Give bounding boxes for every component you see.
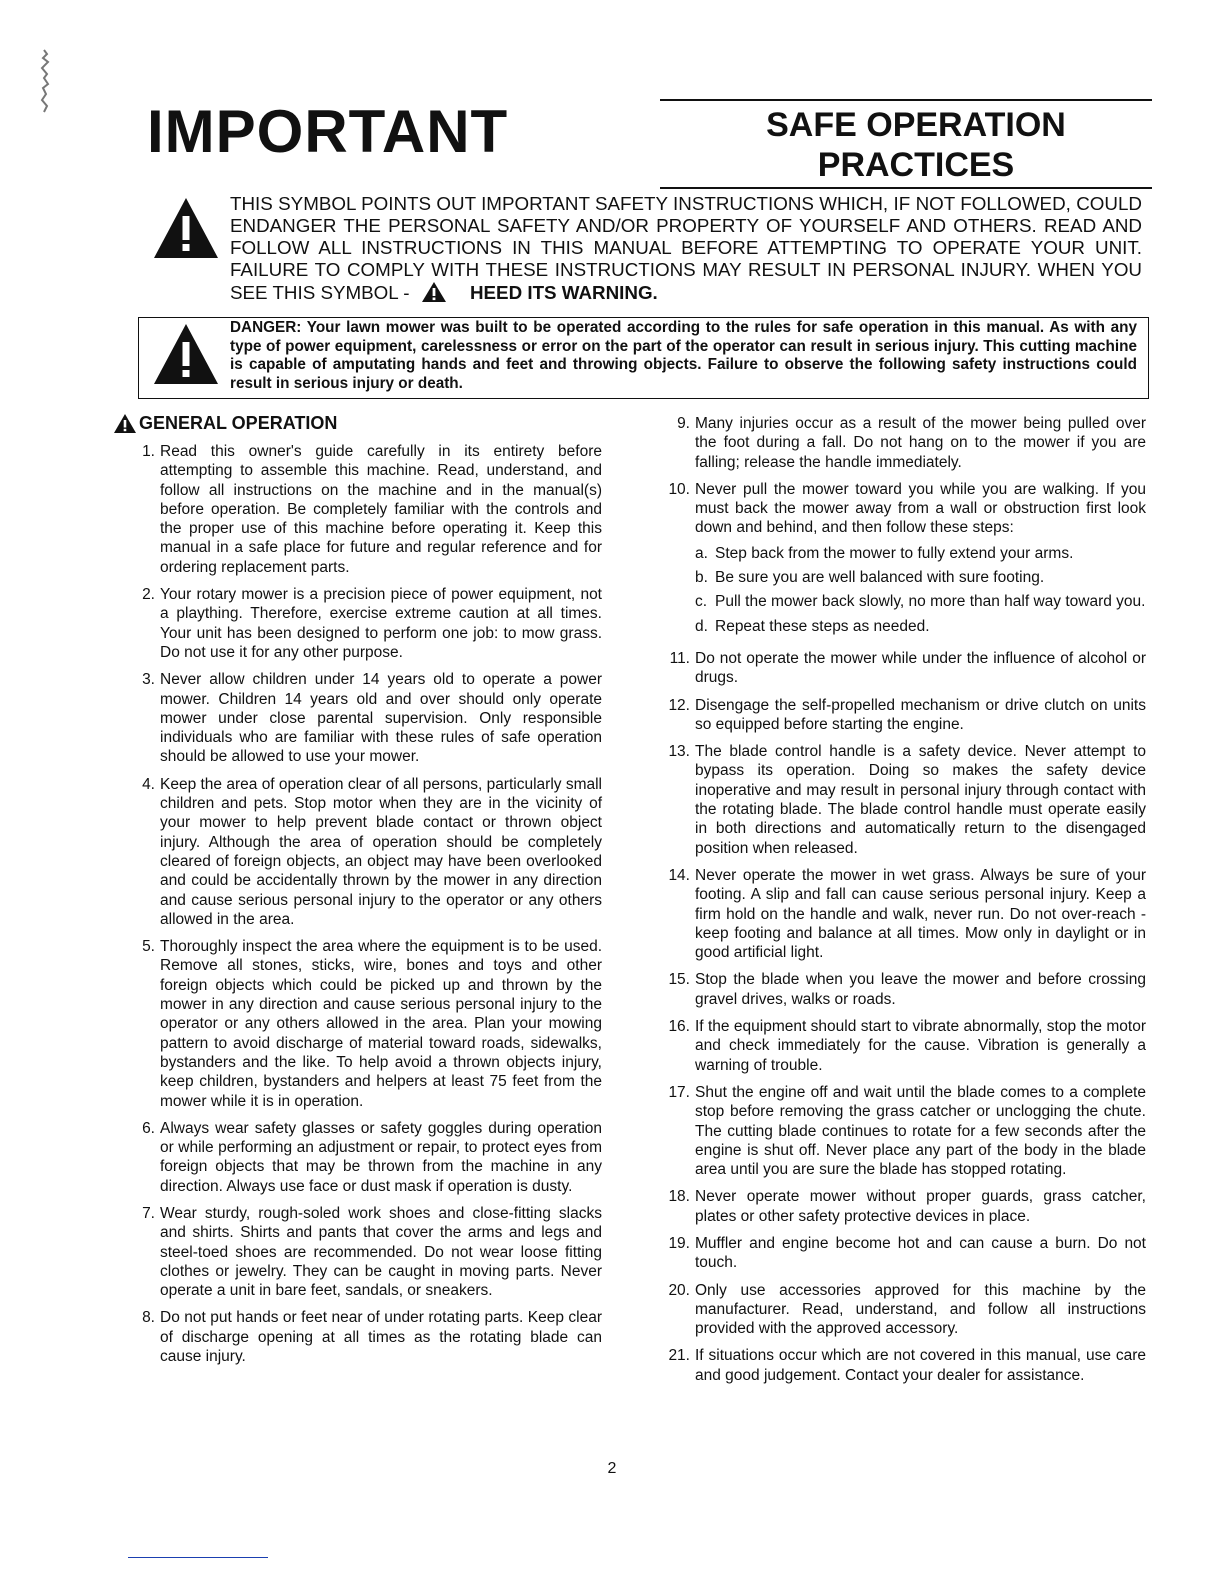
list-item-text: Do not put hands or feet near of under rotating parts. Keep clear of discharge opening at all times as the rotating blade can cause injury. — [160, 1309, 602, 1366]
section-heading — [113, 413, 337, 434]
list-item-text: Muffler and engine become hot and can cause a burn. Do not touch. — [695, 1234, 1146, 1272]
scan-artifact — [36, 48, 54, 118]
sub-list-text: Repeat these steps as needed. — [715, 617, 930, 635]
list-item-text: Thoroughly inspect the area where the equipment is to be used. Remove all stones, sticks, wire, bones and toys and other foreign objects which could be picked up and thrown by the mower in any direction and cause serious personal injury to the operator or any others allowed in the area. Plan your mowing pattern to avoid discharge of material toward roads, sidewalks, bystanders and the like. To help avoid a thrown objects injury, keep children, bystanders and helpers at least 75 feet from the mower while it is in operation. — [160, 938, 602, 1110]
right-column — [662, 414, 1146, 1393]
list-item-body — [695, 1017, 1146, 1075]
list-item-body — [695, 970, 1146, 1009]
list-item-text: Only use accessories approved for this machine by the manufacturer. Read, understand, and follow all instructions provided with the approved accessory. — [695, 1281, 1146, 1338]
danger-text: DANGER: Your lawn mower was built to be operated according to the rules for safe operation in this manual. As with any type of power equipment, carelessness or error on the part of the operator can result in serious injury. This cutting machine is capable of amputating hands and feet and throwing objects. Failure to observe the following safety instructions could result in serious injury or death. — [230, 319, 1137, 392]
danger-box-left-edge — [138, 318, 139, 398]
list-item — [130, 442, 602, 577]
list-item-number: 5. — [142, 938, 155, 956]
list-item — [130, 1119, 602, 1196]
list-item-number: 13. — [668, 743, 690, 761]
list-item — [130, 585, 602, 662]
list-item-number: 16. — [668, 1018, 690, 1036]
list-item-text: If the equipment should start to vibrate abnormally, stop the motor and check immediately for the cause. Vibration is generally a warning of trouble. — [695, 1018, 1146, 1074]
list-item-text: Never operate the mower in wet grass. Always be sure of your footing. A slip and fall can cause serious personal injury. Keep a firm hold on the handle and walk, never run. Do not over-reach - keep footing and balance at all times. Mow only in daylight or in good artificial light. — [695, 866, 1146, 962]
sub-list — [695, 544, 1146, 636]
list-item-body — [695, 742, 1146, 858]
sub-list-item — [695, 544, 1146, 563]
list-item — [662, 1234, 1146, 1273]
list-item-body — [160, 775, 602, 929]
list-item-text: The blade control handle is a safety device. Never attempt to bypass its operation. Doing so makes the safety device inoperative and may result in personal injury through contact with the rotating blade. The blade control handle must operate easily in both directions and automatically return to the disengaged position when released. — [695, 743, 1146, 857]
sub-list-text: Step back from the mower to fully extend your arms. — [715, 544, 1074, 562]
sub-list-text: Pull the mower back slowly, no more than half way toward you. — [715, 593, 1146, 611]
list-item-body — [160, 670, 602, 766]
list-item-text: Never allow children under 14 years old to operate a power mower. Children 14 years old and over should only operate mower under close parental supervision. Only responsible individuals who are familiar with these rules of safe operation should be allowed to use your mower. — [160, 671, 602, 766]
list-item-text: Never pull the mower toward you while you are walking. If you must back the mower away from a wall or obstruction first look down and behind, and then follow these steps: — [695, 480, 1146, 537]
list-item-body — [695, 696, 1146, 735]
sub-list-letter: a. — [695, 544, 708, 562]
list-item — [130, 670, 602, 766]
list-item-number: 20. — [668, 1281, 690, 1299]
list-item-body — [695, 1083, 1146, 1179]
intro-paragraph — [230, 193, 1142, 304]
list-item-body — [695, 414, 1146, 472]
list-item-body — [695, 1187, 1146, 1226]
sub-list-letter: c. — [695, 593, 708, 611]
list-item-body — [695, 649, 1146, 688]
list-item-body — [160, 1119, 602, 1196]
list-item-body — [695, 480, 1146, 641]
list-item — [662, 1346, 1146, 1385]
list-item — [130, 1204, 602, 1300]
list-item-text: Your rotary mower is a precision piece of power equipment, not a plaything. Therefore, exercise extreme caution at all times. Your unit has been designed to perform one job: to mow grass. Do not use it for any other purpose. — [160, 586, 602, 661]
list-item-text: Disengage the self-propelled mechanism or drive clutch on units so equipped before starting the engine. — [695, 696, 1146, 733]
page-title: IMPORTANT — [147, 98, 509, 165]
list-item-number: 8. — [142, 1309, 155, 1327]
list-item-text: Never operate mower without proper guards, grass catcher, plates or other safety protective devices in place. — [695, 1188, 1146, 1225]
list-item — [662, 970, 1146, 1009]
banner-top-rule — [660, 99, 1152, 101]
list-item — [662, 742, 1146, 858]
sub-list-text: Be sure you are well balanced with sure footing. — [715, 569, 1045, 587]
footer-rule — [128, 1557, 268, 1558]
list-item-number: 1. — [142, 443, 155, 460]
list-item — [662, 1187, 1146, 1226]
list-item-text: Always wear safety glasses or safety goggles during operation or while performing an adjustment or repair, to protect eyes from foreign objects that may be thrown from the machine in any direction. Always use face or dust mask if operation is dusty. — [160, 1119, 602, 1195]
warning-triangle-icon — [421, 281, 447, 303]
list-item-body — [695, 866, 1146, 962]
list-item — [662, 649, 1146, 688]
list-item-number: 2. — [142, 586, 155, 604]
page-number: 2 — [607, 1460, 617, 1477]
list-item-body — [160, 585, 602, 662]
sub-list-item — [695, 568, 1146, 587]
list-item — [662, 414, 1146, 472]
list-item-number: 10. — [668, 480, 690, 498]
list-item — [662, 1017, 1146, 1075]
sub-list-letter: d. — [695, 617, 708, 635]
list-item-text: Do not operate the mower while under the influence of alcohol or drugs. — [695, 649, 1146, 687]
list-item-number: 12. — [668, 696, 690, 714]
list-item-text: Wear sturdy, rough-soled work shoes and close-fitting slacks and shirts. Shirts and pants that cover the arms and legs and steel-toed shoes are recommended. Do not wear loose fitting clothes or jewelry. They can be caught in moving parts. Never operate a unit in bare feet, sandals, or sneakers. — [160, 1204, 602, 1300]
banner-line-1: SAFE OPERATION — [766, 106, 1066, 144]
list-item-text: If situations occur which are not covered in this manual, use care and good judgement. Contact your dealer for assistance. — [695, 1347, 1146, 1384]
list-item — [662, 1083, 1146, 1179]
sub-list-item — [695, 617, 1146, 636]
list-item-body — [160, 1308, 602, 1366]
heed-warning-text: HEED ITS WARNING. — [469, 282, 658, 303]
list-item — [662, 1281, 1146, 1339]
list-item-number: 14. — [668, 866, 690, 884]
list-item-number: 11. — [669, 649, 690, 667]
list-item — [130, 1308, 602, 1366]
section-title: GENERAL OPERATION — [139, 413, 338, 433]
list-item-text: Many injuries occur as a result of the mower being pulled over the foot during a fall. Do not hang on to the mower if you are falling; release the handle immediately. — [695, 415, 1146, 471]
warning-triangle-icon — [152, 322, 220, 386]
list-item-number: 21. — [668, 1347, 690, 1365]
list-item-body — [160, 937, 602, 1111]
list-item-text: Shut the engine off and wait until the blade comes to a complete stop before removing the grass catcher or unclogging the chute. The cutting blade continues to rotate for a few seconds after the engine is shut off. Never place any part of the body in the blade area until you are sure the blade has stopped rotating. — [695, 1083, 1146, 1179]
list-item-number: 17. — [668, 1083, 690, 1101]
list-item-body — [160, 1204, 602, 1300]
list-item-body — [695, 1281, 1146, 1339]
list-item-number: 7. — [142, 1204, 155, 1222]
list-item-body — [695, 1234, 1146, 1273]
list-item-number: 6. — [142, 1119, 155, 1137]
list-item-number: 3. — [142, 671, 155, 689]
banner-line-2: PRACTICES — [817, 146, 1015, 184]
list-item — [662, 866, 1146, 962]
left-column — [130, 442, 602, 1374]
list-item-body — [695, 1346, 1146, 1385]
list-item — [130, 937, 602, 1111]
banner-bottom-rule — [660, 187, 1152, 189]
warning-triangle-icon — [152, 196, 220, 260]
intro-text: THIS SYMBOL POINTS OUT IMPORTANT SAFETY INSTRUCTIONS WHICH, IF NOT FOLLOWED, COULD ENDANGER THE PERSONAL SAFETY AND/OR PROPERTY OF YOURSELF AND OTHERS. READ AND FOLLOW ALL INSTRUCTIONS IN THIS MANUAL BEFORE ATTEMPTING TO OPERATE YOUR UNIT. FAILURE TO COMPLY WITH THESE INSTRUCTIONS MAY RESULT IN PERSONAL INJURY. WHEN YOU SEE THIS SYMBOL - — [230, 193, 1142, 303]
list-item-number: 9. — [677, 415, 690, 432]
list-item-body — [160, 442, 602, 577]
section-banner — [660, 99, 1152, 189]
list-item — [662, 696, 1146, 735]
list-item — [662, 480, 1146, 641]
list-item — [130, 775, 602, 929]
list-item-number: 19. — [668, 1234, 690, 1252]
list-item-text: Keep the area of operation clear of all persons, particularly small children and pets. Stop motor when they are in the vicinity of your mower to help prevent blade contact or thrown object injury. Although the area of operation should be completely cleared of foreign objects, an object may have been overlooked and could be accidentally thrown by the mower in any direction and cause serious personal injury to the operator or any others allowed in the area. — [160, 775, 602, 928]
list-item-number: 18. — [668, 1188, 690, 1206]
warning-triangle-icon — [113, 413, 137, 434]
list-item-number: 4. — [142, 775, 155, 793]
list-item-number: 15. — [668, 971, 690, 989]
sub-list-letter: b. — [695, 569, 708, 587]
list-item-text: Read this owner's guide carefully in its entirety before attempting to assemble this machine. Read, understand, and follow all instructions on the machine and in the manual(s) before operation. Be completely familiar with the controls and the proper use of this machine before operating it. Keep this manual in a safe place for future and regular reference and for ordering replacement parts. — [160, 443, 602, 576]
list-item-text: Stop the blade when you leave the mower and before crossing gravel drives, walks or roads. — [695, 971, 1146, 1008]
sub-list-item — [695, 592, 1146, 611]
